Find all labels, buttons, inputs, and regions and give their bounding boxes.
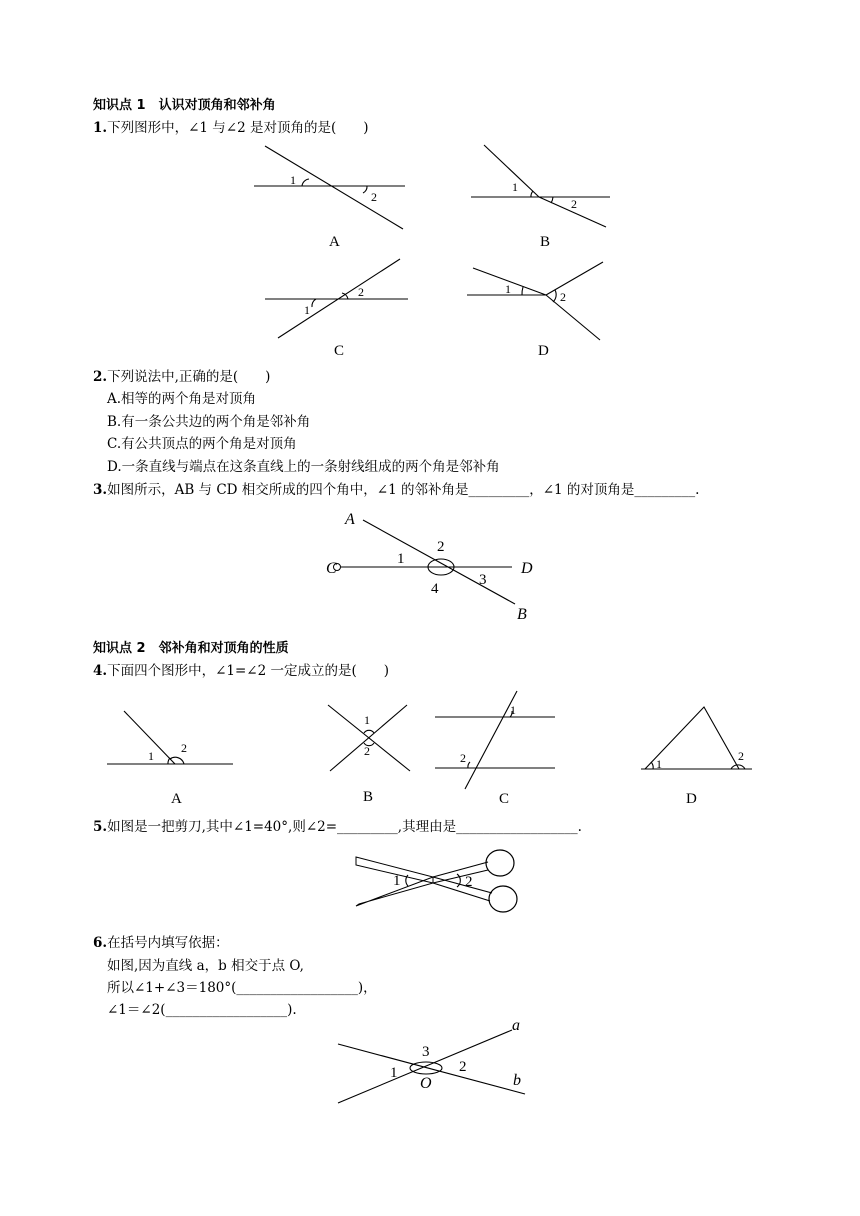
q1d-label-2: 2 — [560, 290, 566, 304]
question-4-number: 4. — [93, 663, 108, 679]
q3-label-4: 4 — [431, 581, 439, 597]
q3-label-C: C — [326, 560, 337, 577]
q3-label-1: 1 — [397, 551, 405, 567]
question-6 — [93, 934, 229, 952]
q4c-caption: C — [499, 791, 510, 807]
q3-label-B: B — [517, 606, 527, 623]
question-3 — [93, 481, 699, 499]
q1d-label-1: 1 — [505, 282, 511, 296]
q1-figure-a — [254, 146, 405, 250]
q6-line-2: 所以∠1+∠3＝180°(__________________)， — [107, 980, 377, 996]
q6-figure — [338, 1017, 525, 1103]
q4a-label-2: 2 — [181, 741, 187, 755]
q1c-caption: C — [334, 343, 345, 359]
question-4 — [93, 662, 389, 680]
q4-figure-a — [107, 711, 233, 807]
q5-scissors-figure — [356, 850, 517, 912]
q1a-label-1: 1 — [290, 173, 296, 187]
q2-option-b: B.有一条公共边的两个角是邻补角 — [107, 414, 311, 430]
question-2-text: 下列说法中,正确的是( ) — [107, 369, 271, 385]
q2-option-a: A.相等的两个角是对顶角 — [107, 391, 257, 407]
q6-label-O: O — [420, 1075, 432, 1092]
question-1-text: 下列图形中，∠1 与∠2 是对顶角的是( ) — [107, 120, 369, 136]
q5-label-2: 2 — [465, 874, 473, 890]
q4c-label-2: 2 — [460, 751, 466, 765]
question-5-text: 如图是一把剪刀,其中∠1=40°,则∠2=_________,其理由是__________________. — [107, 819, 582, 835]
q6-line-3: ∠1＝∠2(__________________). — [107, 1002, 297, 1018]
q6-label-1: 1 — [390, 1065, 398, 1081]
q1-figure-c — [265, 259, 408, 359]
q3-label-A: A — [345, 511, 355, 528]
q6-line-1: 如图,因为直线 a，b 相交于点 O, — [107, 958, 304, 974]
q3-label-3: 3 — [479, 572, 487, 588]
q4-figure-b — [328, 705, 410, 805]
q4-figure-c — [435, 691, 555, 807]
q1-figure-d — [467, 262, 603, 359]
q6-label-b: b — [513, 1072, 521, 1089]
q1a-label-2: 2 — [371, 190, 377, 204]
q4a-label-1: 1 — [148, 749, 154, 763]
q4a-caption: A — [171, 791, 182, 807]
section2-title: 知识点 2 邻补角和对顶角的性质 — [93, 641, 289, 656]
q5-label-1: 1 — [393, 873, 401, 889]
q1-figure-b — [471, 145, 610, 250]
q1b-caption: B — [540, 234, 551, 250]
q4b-label-1: 1 — [364, 713, 370, 727]
q2-option-d: D.一条直线与端点在这条直线上的一条射线组成的两个角是邻补角 — [107, 459, 500, 475]
question-6-text: 在括号内填写依据： — [107, 935, 229, 951]
question-2 — [93, 368, 270, 386]
q4c-label-1: 1 — [510, 703, 516, 717]
question-2-number: 2. — [93, 369, 108, 385]
q2-option-c: C.有公共顶点的两个角是对顶角 — [107, 436, 297, 452]
q1b-label-2: 2 — [571, 197, 577, 211]
question-3-text: 如图所示，AB 与 CD 相交所成的四个角中，∠1 的邻补角是_________，∠1 的对顶角是_________. — [107, 482, 700, 498]
q3-label-D: D — [521, 560, 533, 577]
q3-figure — [326, 511, 533, 623]
question-3-number: 3. — [93, 482, 108, 498]
q4d-label-2: 2 — [738, 749, 744, 763]
q4b-label-2: 2 — [364, 744, 370, 758]
question-6-number: 6. — [93, 935, 108, 951]
q1b-label-1: 1 — [512, 180, 518, 194]
q1c-label-2: 2 — [358, 285, 364, 299]
q1a-caption: A — [329, 234, 340, 250]
q3-label-2: 2 — [437, 539, 445, 555]
question-5 — [93, 818, 582, 836]
q1d-caption: D — [538, 343, 549, 359]
q4b-caption: B — [363, 789, 374, 805]
q1c-label-1: 1 — [304, 303, 310, 317]
q4d-label-1: 1 — [656, 757, 662, 771]
question-5-number: 5. — [93, 819, 108, 835]
section1-title: 知识点 1 认识对顶角和邻补角 — [93, 98, 276, 113]
question-4-text: 下面四个图形中，∠1=∠2 一定成立的是( ) — [107, 663, 390, 679]
q6-label-a: a — [512, 1017, 520, 1034]
q6-label-3: 3 — [422, 1044, 430, 1060]
q4d-caption: D — [686, 791, 697, 807]
q4-figure-d — [641, 707, 752, 807]
q6-label-2: 2 — [459, 1059, 467, 1075]
question-1-number: 1. — [93, 120, 108, 136]
